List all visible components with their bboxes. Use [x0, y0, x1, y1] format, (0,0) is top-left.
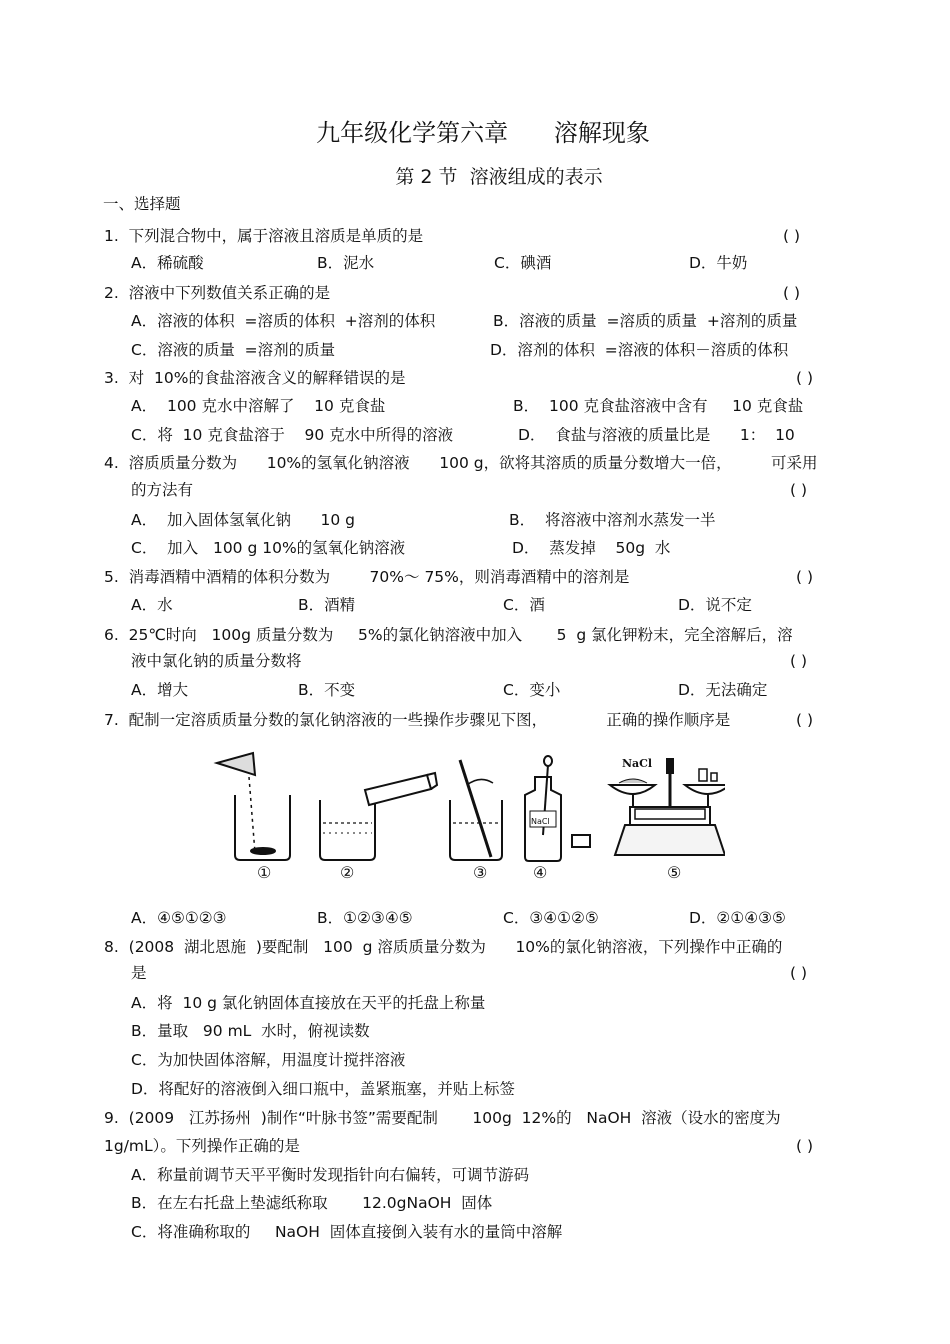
- question-8-option-c: C．为加快固体溶解，用温度计搅拌溶液: [131, 1051, 406, 1069]
- question-3-option-b: B． 100 克食盐溶液中含有 10 克食盐: [513, 397, 804, 415]
- question-8-text-line1: 8. (2008 湖北恩施 )要配制 100 g 溶质质量分数为 10%的氯化钠溶液，下列操作中正确的: [104, 938, 783, 956]
- question-3-option-c: C．将 10 克食盐溶于 90 克水中所得的溶液: [131, 426, 454, 444]
- question-3-answer-paren: ( ): [796, 369, 814, 387]
- question-7-option-d: D．②①④③⑤: [689, 909, 786, 927]
- scale-label-text: NaCl: [622, 757, 653, 770]
- question-3-text: 3. 对 10%的食盐溶液含义的解释错误的是: [104, 369, 406, 387]
- bottle-stopper: [572, 835, 590, 847]
- question-1-option-d: D．牛奶: [689, 254, 748, 272]
- question-2-text: 2. 溶液中下列数值关系正确的是: [104, 284, 331, 302]
- figure-label-1: ①: [257, 863, 272, 882]
- section-subtitle: 第 2 节 溶液组成的表示: [395, 166, 603, 188]
- question-7-text: 7. 配制一定溶质质量分数的氯化钠溶液的一些操作步骤见下图， 正确的操作顺序是: [104, 711, 731, 729]
- weighing-paper: [217, 753, 255, 775]
- bottle-label-text: NaCl: [531, 817, 550, 826]
- question-1-text: 1. 下列混合物中，属于溶液且溶质是单质的是: [104, 227, 424, 245]
- question-1-answer-paren: ( ): [783, 227, 801, 245]
- question-7-answer-paren: ( ): [796, 711, 814, 729]
- question-2-option-d: D．溶剂的体积 =溶液的体积－溶质的体积: [490, 341, 789, 359]
- question-4-option-a: A． 加入固体氢氧化钠 10 g: [131, 511, 356, 529]
- question-4-text-line1: 4. 溶质质量分数为 10%的氢氧化钠溶液 100 g，欲将其溶质的质量分数增大一倍， 可采用: [104, 454, 818, 472]
- section-heading: 一、选择题: [103, 195, 181, 213]
- question-9-option-b: B．在左右托盘上垫滤纸称取 12.0gNaOH 固体: [131, 1194, 493, 1212]
- question-9-text-line2: 1g/mL）。下列操作正确的是: [104, 1137, 300, 1155]
- question-2-option-b: B．溶液的质量 =溶质的质量 +溶剂的质量: [493, 312, 798, 330]
- lab-apparatus-drawing: [205, 745, 725, 890]
- question-6-option-b: B．不变: [298, 681, 356, 699]
- question-4-option-c: C． 加入 100 g 10%的氢氧化钠溶液: [131, 539, 406, 557]
- question-2-option-a: A．溶液的体积 =溶质的体积 +溶剂的体积: [131, 312, 436, 330]
- question-5-text: 5. 消毒酒精中酒精的体积分数为 70%～ 75%，则消毒酒精中的溶剂是: [104, 568, 630, 586]
- question-6-option-d: D．无法确定: [678, 681, 768, 699]
- graduated-cylinder: [365, 775, 431, 805]
- question-6-answer-paren: ( ): [790, 652, 808, 670]
- question-7-option-a: A．④⑤①②③: [131, 909, 227, 927]
- question-8-option-b: B．量取 90 mL 水时，俯视读数: [131, 1022, 370, 1040]
- question-5-option-b: B．酒精: [298, 596, 356, 614]
- question-5-option-c: C．酒: [503, 596, 545, 614]
- question-6-text-line2: 液中氯化钠的质量分数将: [131, 652, 302, 670]
- figure-label-2: ②: [340, 863, 355, 882]
- figure-label-3: ③: [473, 863, 488, 882]
- lab-procedure-figure: [205, 745, 725, 890]
- question-6-text-line1: 6. 25℃时向 100g 质量分数为 5%的氯化钠溶液中加入 5 g 氯化钾粉末，完全溶解后，溶: [104, 626, 793, 644]
- question-6-option-c: C．变小: [503, 681, 561, 699]
- page-title: 九年级化学第六章 溶解现象: [316, 119, 650, 147]
- question-9-answer-paren: ( ): [796, 1137, 814, 1155]
- question-3-option-a: A． 100 克水中溶解了 10 克食盐: [131, 397, 386, 415]
- question-1-option-c: C．碘酒: [494, 254, 552, 272]
- question-9-option-a: A．称量前调节天平平衡时发现指针向右偏转，可调节游码: [131, 1166, 530, 1184]
- question-4-option-b: B． 将溶液中溶剂水蒸发一半: [509, 511, 716, 529]
- question-9-text-line1: 9. (2009 江苏扬州 )制作“叶脉书签”需要配制 100g 12%的 NaOH 溶液（设水的密度为: [104, 1109, 781, 1127]
- question-1-option-b: B．泥水: [317, 254, 375, 272]
- question-3-option-d: D． 食盐与溶液的质量比是 1： 10: [518, 426, 795, 444]
- question-8-option-d: D．将配好的溶液倒入细口瓶中，盖紧瓶塞，并贴上标签: [131, 1080, 515, 1098]
- question-7-option-b: B．①②③④⑤: [317, 909, 413, 927]
- glass-rod: [460, 760, 491, 857]
- question-5-option-a: A．水: [131, 596, 173, 614]
- question-1-option-a: A．稀硫酸: [131, 254, 204, 272]
- question-4-text-line2: 的方法有: [131, 481, 194, 499]
- left-pan: [610, 785, 655, 794]
- figure-label-5: ⑤: [667, 863, 682, 882]
- question-2-answer-paren: ( ): [783, 284, 801, 302]
- question-8-text-line2: 是: [131, 964, 147, 982]
- balance-base: [615, 825, 725, 855]
- question-8-answer-paren: ( ): [790, 964, 808, 982]
- question-5-option-d: D．说不定: [678, 596, 752, 614]
- question-9-option-c: C．将准确称取的 NaOH 固体直接倒入装有水的量筒中溶解: [131, 1223, 563, 1241]
- question-7-option-c: C．③④①②⑤: [503, 909, 599, 927]
- question-2-option-c: C．溶液的质量 =溶剂的质量: [131, 341, 336, 359]
- question-6-option-a: A．增大: [131, 681, 189, 699]
- question-4-option-d: D． 蒸发掉 50g 水: [512, 539, 671, 557]
- question-8-option-a: A．将 10 g 氯化钠固体直接放在天平的托盘上称量: [131, 994, 486, 1012]
- question-5-answer-paren: ( ): [796, 568, 814, 586]
- question-4-answer-paren: ( ): [790, 481, 808, 499]
- beaker-2: [320, 800, 375, 860]
- right-pan: [685, 785, 725, 794]
- figure-label-4: ④: [533, 863, 548, 882]
